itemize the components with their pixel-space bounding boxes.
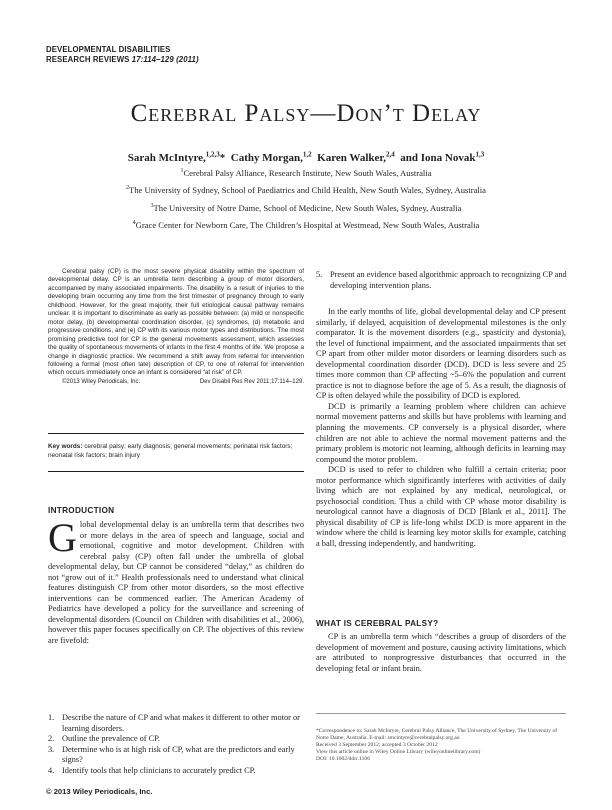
- correspondence-note: *Correspondence to: Sarah McIntyre, Cerebral Palsy Alliance, The University of Sydney, The University of Notre Dame, Australia. E-mail: smcintyre@cerebralpalsy.org.au Received 3 September 2012; accepted 3 October 2012 View this article online in Wiley Online Library (wileyonlinelibrary.com) DOI: 10.1002/ddrr.1106: [316, 713, 566, 763]
- list-item: 4. Identify tools that help clinicians to accurately predict CP.: [48, 765, 256, 775]
- body-paragraph: DCD is used to refer to children who fulfill a certain criteria; poor motor performance which significantly interferes with activities of daily living which are not explained by any medical, neurological, or psychosocial condition. Thus a child with CP whose motor disability is neurological cannot have a diagnosis of DCD [Blank et al., 2011]. The physical disability of CP is life-long whilst DCD is more apparent in the window where the child is learning key motor skills for example, catching a ball, dressing independently, and handwriting.: [316, 465, 566, 549]
- abstract-citation-line: [48, 378, 304, 386]
- what-is-cp-section: [316, 619, 566, 674]
- author-list: [0, 150, 612, 164]
- list-item: 1. Describe the nature of CP and what makes it different to other motor or learning disorders.: [48, 713, 300, 733]
- keywords: [48, 443, 304, 460]
- list-item: 2. Outline the prevalence of CP.: [48, 734, 161, 744]
- keywords-label: Key words:: [48, 443, 83, 450]
- section-heading: INTRODUCTION: [48, 506, 115, 515]
- journal-header: [46, 45, 199, 65]
- section-heading: WHAT IS CEREBRAL PALSY?: [316, 619, 439, 628]
- body-paragraph: DCD is primarily a learning problem where children can achieve normal movement patterns and skills but have problems with learning and planning the movements. CP conversely is a physical disorder, where children are not able to achieve the normal movement patterns and the primary problem is motoric not learning, although deficits in learning may compound the motor problem.: [316, 401, 566, 464]
- author: Cathy Morgan,$^{1,2}$: [230, 150, 312, 164]
- journal-series: RESEARCH REVIEWS 17:114–129 (2011): [46, 55, 199, 64]
- affiliation: $^2$The University of Sydney, School of Paediatrics and Child Health, New South Wales, Sydney, Australia: [125, 185, 486, 195]
- body-paragraph: CP is an umbrella term which “describes a group of disorders of the development of movement and posture, causing activity limitations, which are attributed to nonprogressive disturbances that occurred in the developing fetal or infant brain.: [316, 632, 566, 673]
- affiliation: $^3$The University of Notre Dame, School of Medicine, New South Wales, Sydney, Australia: [150, 203, 462, 213]
- affiliation: $^4$Grace Center for Newborn Care, The Children’s Hospital at Westmead, New South Wales, Australia: [132, 220, 480, 230]
- author: Karen Walker,$^{2,4}$: [317, 150, 395, 164]
- author: Sarah McIntyre,$^{1,2,3}$*: [127, 150, 226, 164]
- article-title: Cerebral Palsy—Don’t Delay: [130, 100, 482, 127]
- author: and Iona Novak$^{1,3}$: [400, 150, 485, 164]
- journal-citation: 17:114–129 (2011): [131, 55, 199, 64]
- affiliation: $^1$Cerebral Palsy Alliance, Research Institute, New South Wales, Australia: [180, 168, 432, 178]
- objectives-list-continued: [316, 270, 580, 291]
- abstract-divider: [48, 433, 304, 434]
- introduction-section: [48, 506, 304, 647]
- list-item: 5. Present an evidence based algorithmic approach to recognizing CP and developing intervention plans.: [316, 270, 567, 290]
- abstract-text: Cerebral palsy (CP) is the most severe physical disability within the spectrum of developmental delay. CP is an umbrella term describing a group of motor disorders, accompanied by many associated impairments. The disability is a result of injuries to the developing brain occurring any time from the first trimester of pregnancy through to early childhood. However, for the great majority, their full etiological causal pathway remains unclear. It is important to discriminate as early as possible between: (a) mild or nonspecific motor delay, (b) developmental coordination disorder, (c) syndromes, (d) metabolic and progressive conditions, and (e) CP with its various motor types and distributions. The most promising predictive tool for CP is the general movements assessment, which assesses the quality of spontaneous movements of infants in the first 4 months of life. We propose a change in diagnostic practice. We recommend a shift away from referral for intervention following a formal (most often late) description of CP, to one of referral for intervention which occurs immediately once an infant is considered “at risk” of CP.: [48, 268, 304, 377]
- abstract-copyright: ©2013 Wiley Periodicals, Inc.: [62, 378, 141, 385]
- keywords-text: cerebral palsy; early diagnosis; general movements; perinatal risk factors; neonatal risk factors; brain injury: [48, 443, 293, 459]
- list-item: 3. Determine who is at high risk of CP, what are the predictors and early signs?: [48, 744, 295, 765]
- intro-paragraph: Global developmental delay is an umbrella term that describes two or more delays in the area of speech and language, social and emotional, cognitive and motor development. Children with cerebral palsy (CP) often fall under the umbrella of global developmental delay, but CP cannot be considered “delay,” as children do not “grow out of it.” Health professionals need to understand what clinical features distinguish CP from other motor disorders, so the most effective interventions can be commenced earlier. The American Academy of Pediatrics have developed a policy for the surveillance and screening of developmental disorders (Council on Children with disabilities et al., 2006), however this paper focuses specifically on CP. The objectives of this review are fivefold:: [48, 515, 304, 646]
- drop-cap: G: [48, 515, 77, 560]
- copyright-footer: © 2013 Wiley Periodicals, Inc.: [46, 787, 153, 796]
- abstract-doi: Dev Disabil Res Rev 2011;17:114–129.: [199, 378, 304, 385]
- keywords-divider: [48, 471, 304, 472]
- objectives-list: [48, 713, 306, 776]
- journal-name: DEVELOPMENTAL DISABILITIES: [46, 45, 171, 54]
- body-paragraph: In the early months of life, global developmental delay and CP present similarly, if delayed, acquisition of developmental milestones is the only comparator. It is the movement disorders (e.g., spasticity and dystonia), the level of functional impairment, and the associated impairments that set CP apart from other milder motor disorders or learning disorders such as developmental coordination disorder (DCD). DCD is less severe and 25 times more common than CP affecting ~5–6% the population and current practice is not to diagnose before the age of 5. As a result, the diagnosis of CP is often delayed while the possibility of DCD is explored.: [316, 307, 566, 401]
- right-column-text: [316, 307, 566, 550]
- abstract: [48, 268, 304, 386]
